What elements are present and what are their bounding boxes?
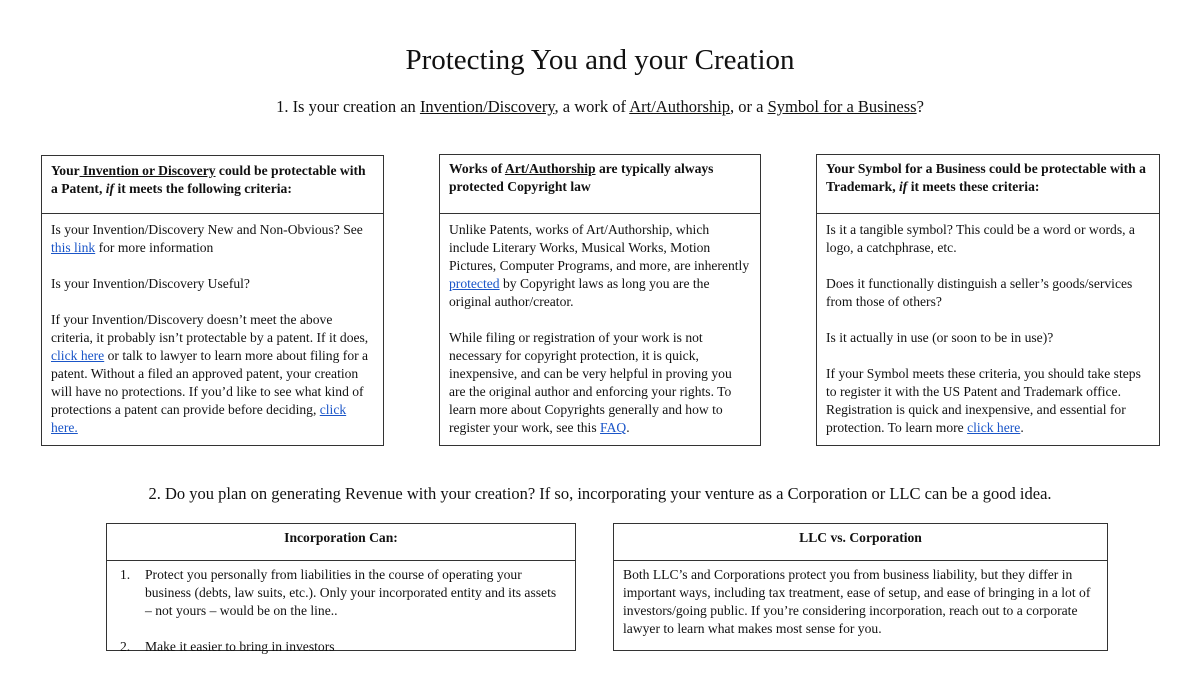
incorporation-card-body	[107, 561, 575, 662]
invention-p3-text: If your Invention/Discovery doesn’t meet the above criteria, it probably isn’t protectable by a patent. If it does,	[51, 312, 369, 345]
invention-header-suffix: it meets the following criteria:	[114, 181, 292, 196]
symbol-card-body	[817, 214, 1159, 443]
question-1-suffix: ?	[916, 97, 924, 116]
list-item	[116, 638, 566, 656]
question-1	[0, 96, 1200, 118]
question-1-prefix: 1. Is your creation an	[276, 97, 420, 116]
invention-card-header	[42, 156, 383, 214]
art-paragraph-1	[449, 221, 751, 311]
invention-card	[41, 155, 384, 446]
invention-card-body	[42, 214, 383, 443]
invention-paragraph-2: Is your Invention/Discovery Useful?	[51, 276, 250, 291]
protected-link[interactable]: protected	[449, 276, 500, 291]
list-item-text: Make it easier to bring in investors	[145, 639, 335, 654]
invention-paragraph-3	[51, 311, 374, 437]
invention-header-if: if	[105, 181, 115, 196]
list-item-number: 2.	[120, 639, 131, 654]
symbol-paragraph-3: Is it actually in use (or soon to be in use)?	[826, 330, 1054, 345]
list-item	[116, 566, 566, 620]
art-card-body	[440, 214, 760, 443]
incorporation-list	[116, 566, 566, 656]
art-p2-text: While filing or registration of your work is not necessary for copyright protection, it is quick, inexpensive, and can be very helpful in proving you are the original author and enforcing your rights. To learn more about Copyrights generally and how to register your work, see this	[449, 330, 732, 435]
invention-header-prefix: Your	[51, 163, 80, 178]
symbol-paragraph-2: Does it functionally distinguish a seller’s goods/services from those of others?	[826, 276, 1133, 309]
incorporation-card-header: Incorporation Can:	[107, 524, 575, 561]
invention-p1-text: Is your Invention/Discovery New and Non-Obvious? See	[51, 222, 363, 237]
symbol-header-if: if	[899, 179, 908, 194]
symbol-business-term: Symbol for a Business	[767, 97, 917, 116]
invention-p1-suffix: for more information	[95, 240, 214, 255]
faq-link[interactable]: FAQ	[600, 420, 627, 435]
list-item-text: Protect you personally from liabilities in the course of operating your business (debts, law suits, etc.). Only your incorporated entity and its assets – not yours – would be on the line..	[145, 567, 557, 618]
art-header-suffix: are typically always protected Copyright law	[449, 161, 714, 194]
symbol-header-prefix: Your Symbol for a Business could be protectable with a Trademark,	[826, 161, 1146, 194]
list-item-number: 1.	[120, 567, 131, 582]
art-header-term: Art/Authorship	[504, 161, 596, 176]
art-authorship-card	[439, 154, 761, 446]
patent-protections-click-here-link[interactable]: click here.	[51, 402, 347, 435]
this-link[interactable]: this link	[51, 240, 96, 255]
invention-discovery-term: Invention/Discovery	[419, 97, 555, 116]
symbol-p4-text: If your Symbol meets these criteria, you should take steps to register it with the US Patent and Trademark office. Registration is quick and inexpensive, and essential for protection. To learn more	[826, 366, 1141, 435]
invention-p3-mid: or talk to lawyer to learn more about filing for a patent. Without a filed an approved patent, your creation will have no protections. If you’d like to see what kind of protections a patent can provide before deciding,	[51, 348, 369, 417]
art-p2-suffix: .	[626, 420, 630, 435]
art-p1-suffix: by Copyright laws as long you are the original author/creator.	[449, 276, 710, 309]
invention-paragraph-1	[51, 221, 374, 257]
symbol-header-suffix: it meets these criteria:	[907, 179, 1040, 194]
question-2: 2. Do you plan on generating Revenue with your creation? If so, incorporating your venture as a Corporation or LLC can be a good idea.	[148, 484, 1052, 503]
symbol-p4-suffix: .	[1020, 420, 1024, 435]
llc-vs-corporation-card	[613, 523, 1108, 651]
art-authorship-term: Art/Authorship	[629, 97, 731, 116]
invention-header-mid: could be protectable with a Patent,	[51, 163, 366, 196]
trademark-click-here-link[interactable]: click here	[967, 420, 1021, 435]
art-header-prefix: Works of	[449, 161, 505, 176]
symbol-card-header	[817, 155, 1159, 214]
llc-card-body: Both LLC’s and Corporations protect you from business liability, but they differ in important ways, including tax treatment, ease of setup, and ease of bringing in a lot of investors/going public. If you’re considering incorporation, reach out to a corporate lawyer to learn what makes most sense for you.	[623, 567, 1091, 636]
llc-card-header: LLC vs. Corporation	[614, 524, 1107, 561]
invention-header-term: Invention or Discovery	[79, 163, 216, 178]
symbol-paragraph-4	[826, 365, 1150, 437]
question-1-mid1: , a work of	[554, 97, 630, 116]
art-p1-text: Unlike Patents, works of Art/Authorship, which include Literary Works, Musical Works, Motion Pictures, Computer Programs, and more, are inherently	[449, 222, 750, 273]
symbol-business-card	[816, 154, 1160, 446]
incorporation-card	[106, 523, 576, 654]
page-title: Protecting You and your Creation	[405, 44, 795, 76]
art-card-header	[440, 155, 760, 214]
symbol-paragraph-1: Is it a tangible symbol? This could be a word or words, a logo, a catchphrase, etc.	[826, 222, 1135, 255]
art-paragraph-2	[449, 329, 751, 437]
patent-click-here-link[interactable]: click here	[51, 348, 105, 363]
question-1-mid2: , or a	[730, 97, 768, 116]
